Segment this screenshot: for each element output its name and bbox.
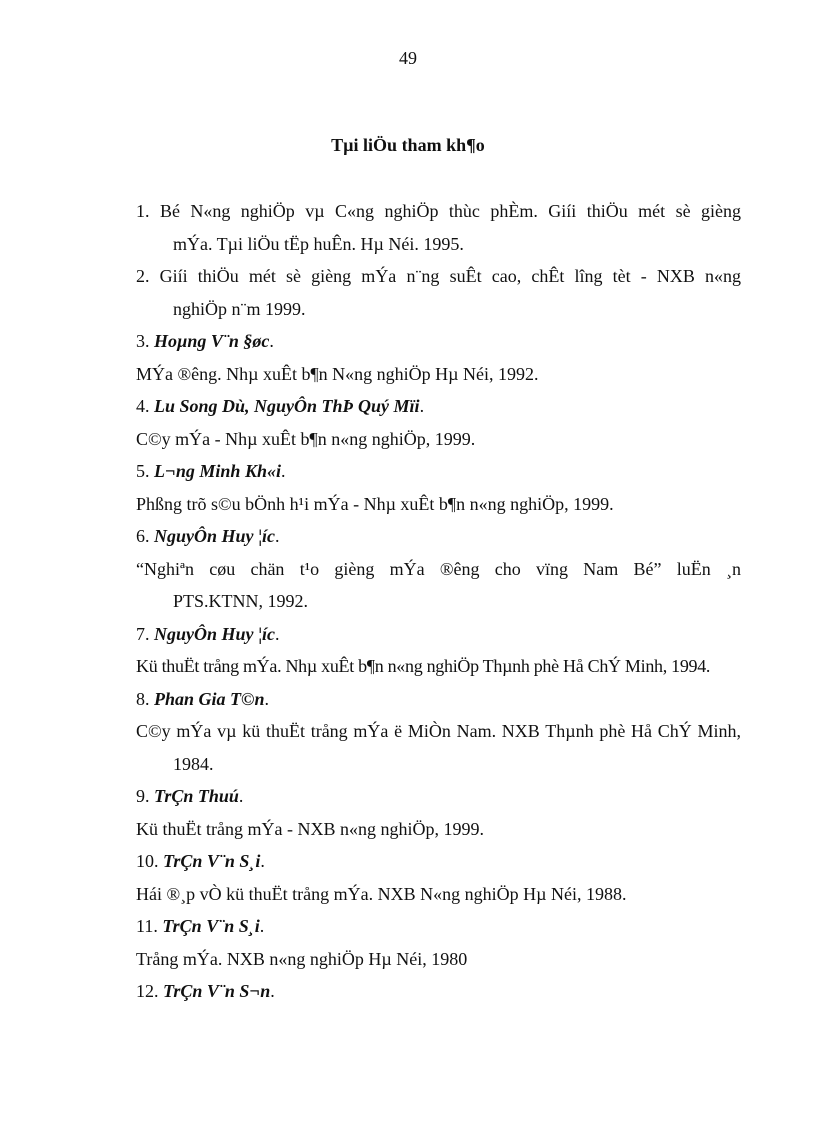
reference-text: Phßng trõ s©u bÖnh h¹i mÝa - Nhµ xuÊt b¶n n«ng nghiÖp, 1999. bbox=[136, 493, 614, 514]
reference-text: C©y mÝa - Nhµ xuÊt b¶n n«ng nghiÖp, 1999. bbox=[136, 428, 476, 449]
reference-number: 7. bbox=[136, 623, 150, 644]
reference-number: 10. bbox=[136, 851, 159, 871]
reference-item: 12. TrÇn V¨n S¬n. bbox=[136, 981, 275, 1001]
reference-author: NguyÔn Huy ¦íc bbox=[154, 526, 275, 546]
reference-text: C©y mÝa vµ kü thuËt trång mÝa ë MiÒn Nam. NXB Thµnh phè Hå ChÝ Minh, bbox=[136, 721, 741, 741]
reference-number: 11. bbox=[136, 916, 158, 936]
reference-item bbox=[136, 195, 741, 228]
reference-item: 7. NguyÔn Huy ¦íc. bbox=[136, 623, 280, 644]
reference-text-continued: 1984. bbox=[173, 753, 214, 774]
reference-text: Bé N«ng nghiÖp vµ C«ng nghiÖp thùc phÈm. Giíi thiÖu mét sè gièng bbox=[159, 201, 741, 221]
reference-author: Lu Song Dù, NguyÔn ThÞ Quý Mïi bbox=[154, 396, 420, 416]
reference-item: 9. TrÇn Thuú. bbox=[136, 786, 244, 806]
reference-text: MÝa ®êng. Nhµ xuÊt b¶n N«ng nghiÖp Hµ Néi, 1992. bbox=[136, 363, 539, 384]
reference-item: 8. Phan Gia T©n. bbox=[136, 688, 269, 709]
reference-number: 12. bbox=[136, 981, 159, 1001]
reference-text: Giíi thiÖu mét sè gièng mÝa n¨ng suÊt cao, chÊt lîng tèt - NXB n«ng bbox=[159, 266, 741, 286]
reference-text-continued: mÝa. Tµi liÖu tËp huÊn. Hµ Néi. 1995. bbox=[173, 233, 464, 254]
reference-item: 11. TrÇn V¨n S¸i. bbox=[136, 916, 265, 936]
reference-text-continued: nghiÖp n¨m 1999. bbox=[173, 298, 306, 319]
page-title: Tµi liÖu tham kh¶o bbox=[331, 135, 485, 155]
reference-text: “Nghiªn cøu chän t¹o gièng mÝa ®êng cho vïng Nam Bé” luËn ¸n bbox=[136, 558, 741, 579]
reference-text-continued: PTS.KTNN, 1992. bbox=[173, 591, 309, 611]
reference-author: TrÇn Thuú bbox=[154, 786, 239, 806]
reference-item: 3. Hoµng V¨n §øc. bbox=[136, 331, 274, 351]
reference-item: 5. L¬ng Minh Kh«i. bbox=[136, 461, 286, 481]
reference-author: TrÇn V¨n S¸i bbox=[163, 851, 261, 871]
reference-number: 1. bbox=[136, 201, 150, 221]
reference-number: 9. bbox=[136, 786, 150, 806]
reference-number: 8. bbox=[136, 688, 150, 709]
page-number: 49 bbox=[399, 48, 417, 68]
reference-text: Kü thuËt trång mÝa. Nhµ xuÊt b¶n n«ng nghiÖp Thµnh phè Hå ChÝ Minh, 1994. bbox=[136, 656, 711, 676]
reference-number: 5. bbox=[136, 461, 150, 481]
reference-number: 2. bbox=[136, 266, 150, 286]
reference-text: Trång mÝa. NXB n«ng nghiÖp Hµ Néi, 1980 bbox=[136, 948, 468, 969]
reference-author: TrÇn V¨n S¬n bbox=[163, 981, 271, 1001]
reference-author: Hoµng V¨n §øc bbox=[154, 331, 270, 351]
reference-number: 6. bbox=[136, 526, 150, 546]
reference-author: Phan Gia T©n bbox=[154, 688, 265, 709]
reference-author: L¬ng Minh Kh«i bbox=[154, 461, 281, 481]
reference-text: Hái ®¸p vÒ kü thuËt trång mÝa. NXB N«ng nghiÖp Hµ Néi, 1988. bbox=[136, 883, 627, 904]
reference-text: Kü thuËt trång mÝa - NXB n«ng nghiÖp, 1999. bbox=[136, 818, 484, 839]
reference-number: 4. bbox=[136, 396, 150, 416]
reference-item: 6. NguyÔn Huy ¦íc. bbox=[136, 526, 280, 546]
reference-item: 10. TrÇn V¨n S¸i. bbox=[136, 851, 265, 871]
reference-item bbox=[136, 260, 741, 293]
reference-list bbox=[136, 195, 741, 1008]
reference-author: TrÇn V¨n S¸i bbox=[162, 916, 260, 936]
reference-item: 4. Lu Song Dù, NguyÔn ThÞ Quý Mïi. bbox=[136, 396, 425, 416]
reference-number: 3. bbox=[136, 331, 150, 351]
reference-author: NguyÔn Huy ¦íc bbox=[154, 623, 275, 644]
